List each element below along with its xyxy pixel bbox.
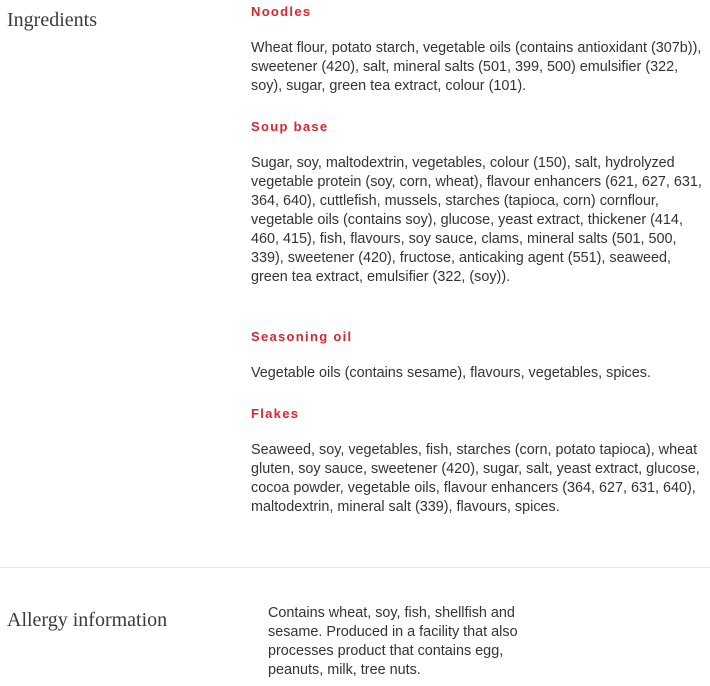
group-text-seasoning-oil: Vegetable oils (contains sesame), flavours, vegetables, spices. [251,365,651,381]
ingredient-group-seasoning-oil [251,329,706,383]
section-divider [0,567,710,568]
group-title-soup-base: Soup base [251,119,329,134]
group-title-seasoning-oil: Seasoning oil [251,329,353,344]
group-title-noodles: Noodles [251,4,312,19]
ingredients-heading: Ingredients [7,9,97,31]
group-title-flakes: Flakes [251,406,300,421]
ingredient-group-flakes [251,406,706,517]
group-text-soup-base: Sugar, soy, maltodextrin, vegetables, colour (150), salt, hydrolyzed vegetable protein (soy, corn, wheat), flavour enhancers (621, 627, 631, 364, 640), cuttlefish, mussels, starches (tapioca, corn) cornflour, vegetable oils (contains soy), glucose, yeast extract, thickener (414, 460, 415), fish, flavours, soy sauce, clams, mineral salts (501, 500, 339), sweetener (420), fructose, anticaking agent (551), seaweed, green tea extract, emulsifier (322, (soy)). [251,155,702,285]
group-text-flakes: Seaweed, soy, vegetables, fish, starches (corn, potato tapioca), wheat gluten, soy sauce, sweetener (420), sugar, salt, yeast extract, glucose, cocoa powder, vegetable oils, flavour enhancers (364, 627, 631, 640), maltodextrin, mineral salt (339), flavours, spices. [251,442,700,515]
group-text-noodles: Wheat flour, potato starch, vegetable oils (contains antioxidant (307b)), sweetener (420), salt, mineral salts (501, 399, 500) emulsifier (322, soy), sugar, green tea extract, colour (101). [251,40,702,94]
allergy-heading: Allergy information [7,609,168,631]
allergy-text: Contains wheat, soy, fish, shellfish and sesame. Produced in a facility that also processes product that contains egg, peanuts, milk, tree nuts. [268,605,518,678]
ingredient-group-soup-base [251,119,706,287]
ingredient-group-noodles [251,4,706,96]
